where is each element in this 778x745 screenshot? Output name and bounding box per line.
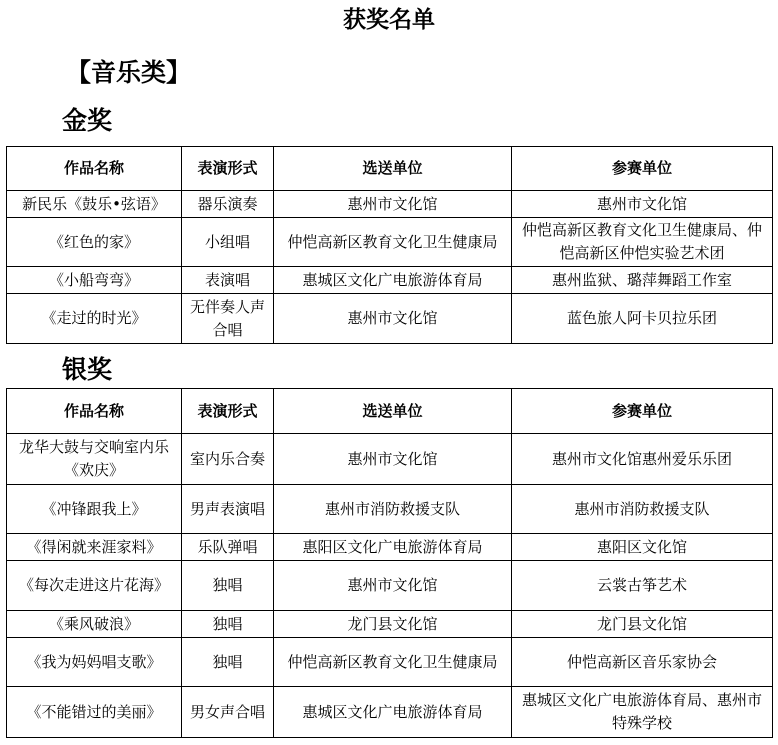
cell-work-name: 《不能错过的美丽》 — [7, 687, 182, 738]
cell-work-name: 《走过的时光》 — [7, 294, 182, 344]
cell-submitting-unit: 惠州市消防救援支队 — [274, 485, 512, 534]
cell-submitting-unit: 惠州市文化馆 — [274, 561, 512, 611]
cell-work-name: 龙华大鼓与交响室内乐《欢庆》 — [7, 434, 182, 485]
cell-participating-unit: 惠州市文化馆惠州爱乐乐团 — [512, 434, 773, 485]
cell-participating-unit: 蓝色旅人阿卡贝拉乐团 — [512, 294, 773, 344]
cell-performance-form: 独唱 — [182, 561, 274, 611]
cell-performance-form: 室内乐合奏 — [182, 434, 274, 485]
cell-participating-unit: 惠州市消防救援支队 — [512, 485, 773, 534]
cell-participating-unit: 云裳古筝艺术 — [512, 561, 773, 611]
cell-performance-form: 男声表演唱 — [182, 485, 274, 534]
cell-submitting-unit: 仲恺高新区教育文化卫生健康局 — [274, 218, 512, 267]
cell-participating-unit: 惠阳区文化馆 — [512, 534, 773, 561]
gold-award-table — [6, 146, 773, 344]
cell-work-name: 《我为妈妈唱支歌》 — [7, 638, 182, 687]
cell-work-name: 《每次走进这片花海》 — [7, 561, 182, 611]
page-title: 获奖名单 — [343, 7, 435, 33]
cell-submitting-unit: 仲恺高新区教育文化卫生健康局 — [274, 638, 512, 687]
cell-performance-form: 器乐演奏 — [182, 191, 274, 218]
cell-work-name: 《乘风破浪》 — [7, 611, 182, 638]
cell-submitting-unit: 龙门县文化馆 — [274, 611, 512, 638]
header-participating-unit: 参赛单位 — [512, 147, 773, 191]
cell-participating-unit: 惠州监狱、璐萍舞蹈工作室 — [512, 267, 773, 294]
header-work-name: 作品名称 — [7, 147, 182, 191]
header-submitting-unit: 选送单位 — [274, 147, 512, 191]
table-row — [7, 218, 773, 267]
cell-performance-form: 独唱 — [182, 611, 274, 638]
cell-submitting-unit: 惠城区文化广电旅游体育局 — [274, 267, 512, 294]
table-row — [7, 687, 773, 738]
cell-performance-form: 小组唱 — [182, 218, 274, 267]
header-performance-form: 表演形式 — [182, 389, 274, 434]
cell-work-name: 新民乐《鼓乐•弦语》 — [7, 191, 182, 218]
table-row — [7, 534, 773, 561]
cell-submitting-unit: 惠城区文化广电旅游体育局 — [274, 687, 512, 738]
cell-participating-unit: 惠城区文化广电旅游体育局、惠州市特殊学校 — [512, 687, 773, 738]
cell-participating-unit: 仲恺高新区音乐家协会 — [512, 638, 773, 687]
header-submitting-unit: 选送单位 — [274, 389, 512, 434]
cell-work-name: 《冲锋跟我上》 — [7, 485, 182, 534]
header-work-name: 作品名称 — [7, 389, 182, 434]
table-row — [7, 561, 773, 611]
cell-participating-unit: 仲恺高新区教育文化卫生健康局、仲恺高新区仲恺实验艺术团 — [512, 218, 773, 267]
cell-performance-form: 无伴奏人声合唱 — [182, 294, 274, 344]
table-row — [7, 294, 773, 344]
gold-award-heading: 金奖 — [62, 106, 113, 135]
cell-work-name: 《红色的家》 — [7, 218, 182, 267]
table-header-row — [7, 389, 773, 434]
table-row — [7, 485, 773, 534]
cell-submitting-unit: 惠州市文化馆 — [274, 434, 512, 485]
cell-performance-form: 独唱 — [182, 638, 274, 687]
cell-performance-form: 男女声合唱 — [182, 687, 274, 738]
cell-participating-unit: 惠州市文化馆 — [512, 191, 773, 218]
table-row — [7, 191, 773, 218]
silver-award-heading: 银奖 — [62, 355, 113, 384]
cell-performance-form: 表演唱 — [182, 267, 274, 294]
cell-participating-unit: 龙门县文化馆 — [512, 611, 773, 638]
table-row — [7, 267, 773, 294]
cell-work-name: 《小船弯弯》 — [7, 267, 182, 294]
cell-submitting-unit: 惠州市文化馆 — [274, 294, 512, 344]
category-heading: 【音乐类】 — [66, 58, 192, 87]
table-row — [7, 638, 773, 687]
header-participating-unit: 参赛单位 — [512, 389, 773, 434]
table-row — [7, 611, 773, 638]
header-performance-form: 表演形式 — [182, 147, 274, 191]
cell-performance-form: 乐队弹唱 — [182, 534, 274, 561]
table-header-row — [7, 147, 773, 191]
silver-award-table — [6, 388, 773, 738]
table-row — [7, 434, 773, 485]
cell-submitting-unit: 惠州市文化馆 — [274, 191, 512, 218]
cell-submitting-unit: 惠阳区文化广电旅游体育局 — [274, 534, 512, 561]
cell-work-name: 《得闲就来涯家料》 — [7, 534, 182, 561]
